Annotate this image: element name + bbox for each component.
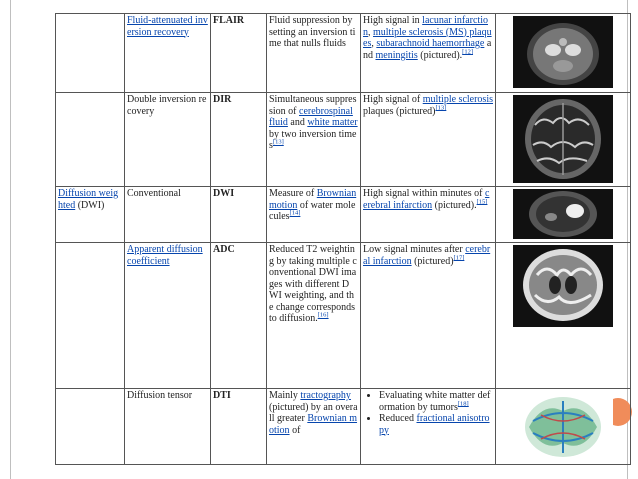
- citation-link[interactable]: [15]: [476, 198, 488, 206]
- clinical-use-cell: [361, 389, 496, 465]
- text-run: (pictured) by an overall greater: [269, 401, 358, 424]
- text-run: by two inversion times: [269, 128, 357, 151]
- text-run: Diffusion tensor: [127, 390, 193, 401]
- abbreviation-cell: DIR: [211, 93, 267, 187]
- wiki-link[interactable]: lacunar infarction: [363, 15, 488, 38]
- citation-link[interactable]: [14]: [289, 209, 301, 217]
- citation-link[interactable]: [13]: [272, 138, 284, 146]
- group-cell: [56, 389, 125, 465]
- brain-dir-scan-icon: [513, 95, 613, 183]
- wiki-link[interactable]: subarachnoid haemorrhage: [376, 38, 485, 49]
- text-run: Measure of: [269, 188, 317, 199]
- text-run: (pictured).: [417, 49, 463, 61]
- wiki-link[interactable]: multiple sclerosis: [422, 94, 493, 105]
- wiki-link[interactable]: Fluid-attenuated inversion recovery: [127, 15, 208, 38]
- wiki-link[interactable]: weighted: [58, 188, 119, 211]
- text-run: of water molecules: [269, 199, 356, 222]
- brain-dwi-scan-icon: [513, 189, 613, 239]
- table-row: [56, 389, 631, 465]
- physics-cell: [267, 93, 361, 187]
- clinical-use-list: [363, 390, 493, 436]
- citation-link[interactable]: [17]: [453, 254, 465, 262]
- citation-link[interactable]: [12]: [462, 48, 474, 56]
- wiki-link[interactable]: cerebral infarction: [363, 244, 491, 267]
- list-item: [379, 390, 493, 413]
- text-run: and: [287, 117, 308, 128]
- text-run: ,: [368, 26, 373, 38]
- text-run: Low signal minutes after: [363, 244, 466, 255]
- text-run: High signal within minutes of: [363, 188, 485, 199]
- sequence-name-cell: [125, 243, 211, 389]
- text-run: of: [289, 424, 301, 436]
- abbreviation-cell: DWI: [211, 187, 267, 243]
- text-run: Reduced: [379, 413, 417, 424]
- brain-flair-scan-icon: [513, 16, 613, 88]
- sequence-name-cell: [125, 187, 211, 243]
- table-row: [56, 243, 631, 389]
- wiki-link[interactable]: meningitis: [375, 49, 418, 61]
- citation-link[interactable]: [16]: [317, 311, 329, 319]
- text-run: Evaluating white matter deformation by tumors: [379, 390, 491, 413]
- citation-link[interactable]: [18]: [457, 400, 469, 408]
- text-run: (pictured).: [432, 199, 477, 211]
- brain-adc-scan-icon: [513, 245, 613, 327]
- sequence-name-cell: [125, 93, 211, 187]
- wiki-link[interactable]: cerebral infarction: [363, 188, 490, 211]
- clinical-use-cell: [361, 93, 496, 187]
- scan-image-cell: [496, 14, 631, 93]
- wiki-link[interactable]: cerebrospinal fluid: [269, 105, 353, 128]
- physics-cell: [267, 14, 361, 93]
- list-item: [379, 413, 493, 436]
- text-run: Double inversion recovery: [127, 94, 207, 117]
- abbreviation-cell: FLAIR: [211, 14, 267, 93]
- physics-cell: [267, 187, 361, 243]
- text-run: High signal in: [363, 15, 423, 26]
- text-run: (DWI): [75, 199, 105, 211]
- group-cell: [56, 14, 125, 93]
- wiki-link[interactable]: Brownian motion: [269, 413, 358, 436]
- scan-image-cell: [496, 243, 631, 389]
- wiki-link[interactable]: white matter: [307, 117, 358, 128]
- physics-cell: [267, 389, 361, 465]
- citation-link[interactable]: [13]: [435, 104, 447, 112]
- sequence-name-cell: [125, 389, 211, 465]
- clinical-use-cell: [361, 243, 496, 389]
- tractography-image-icon: [513, 391, 613, 461]
- abbreviation-cell: ADC: [211, 243, 267, 389]
- clinical-use-cell: [361, 14, 496, 93]
- text-run: plaques (pictured): [363, 105, 436, 117]
- text-run: ,: [371, 38, 377, 49]
- scan-image-cell: [496, 389, 631, 465]
- wiki-link[interactable]: Brownian motion: [269, 188, 357, 211]
- group-cell: [56, 187, 125, 243]
- table-row: [56, 93, 631, 187]
- mri-sequence-table: [55, 13, 631, 465]
- text-run: and: [363, 38, 492, 61]
- table-row: [56, 187, 631, 243]
- group-cell: [56, 93, 125, 187]
- sequence-name-cell: [125, 14, 211, 93]
- clinical-use-cell: [361, 187, 496, 243]
- text-run: Simultaneous suppression of: [269, 94, 357, 117]
- scan-image-cell: [496, 187, 631, 243]
- text-run: Fluid suppression by setting an inversion time that nulls fluids: [269, 15, 356, 49]
- table-row: [56, 14, 631, 93]
- abbreviation-cell: DTI: [211, 389, 267, 465]
- wiki-link[interactable]: fractional anisotropy: [379, 413, 490, 436]
- wiki-link[interactable]: multiple sclerosis (MS) plaques: [363, 26, 492, 49]
- text-run: Conventional: [127, 188, 181, 199]
- scan-image-cell: [496, 93, 631, 187]
- group-cell: [56, 243, 125, 389]
- physics-cell: [267, 243, 361, 389]
- wiki-link[interactable]: tractography: [300, 390, 351, 401]
- text-run: Reduced T2 weighting by taking multiple conventional DWI images with different DWI weighting, and the change corresponds to diffusion.: [269, 244, 357, 324]
- text-run: High signal of: [363, 94, 423, 105]
- text-run: (pictured): [411, 255, 454, 267]
- text-run: Mainly: [269, 390, 301, 401]
- wiki-link[interactable]: Apparent diffusion coefficient: [127, 244, 203, 267]
- wiki-link[interactable]: Diffusion: [58, 188, 97, 199]
